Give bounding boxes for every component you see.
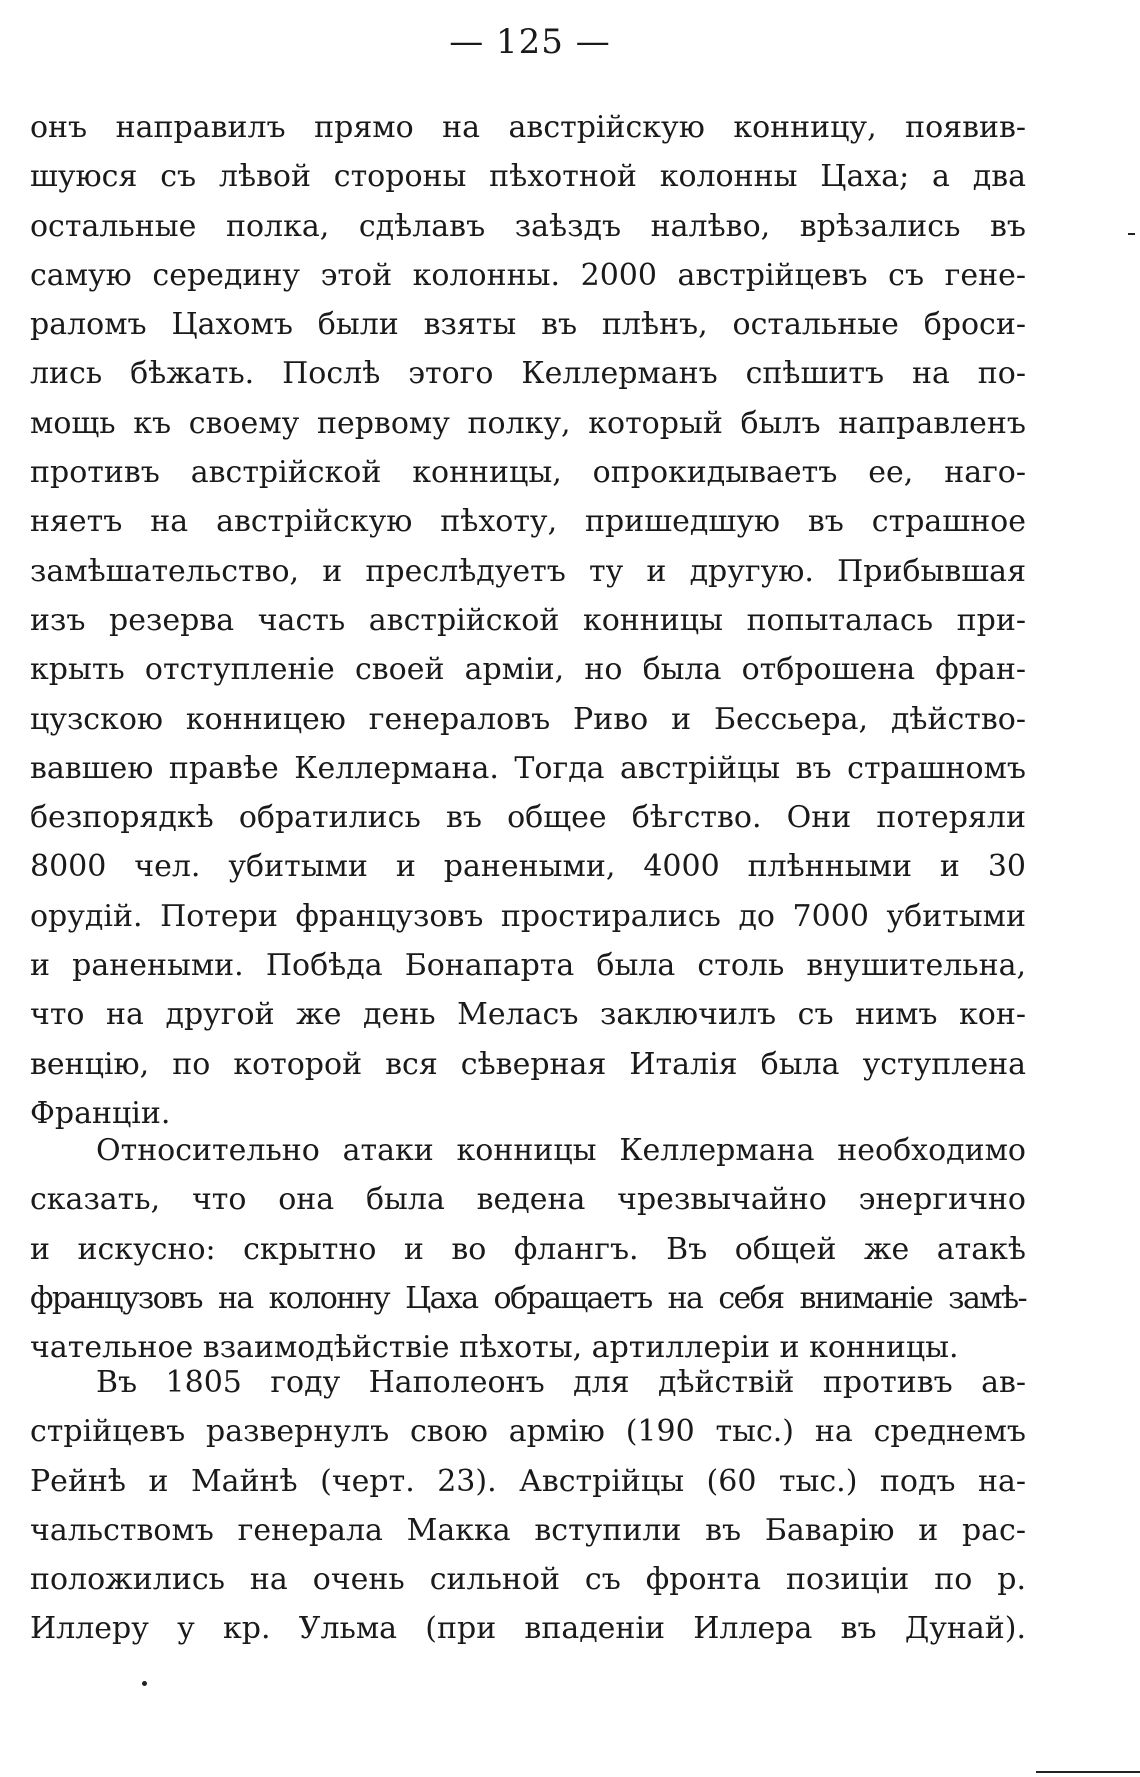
text-line: онъ направилъ прямо на австрійскую конницу, появив-: [30, 110, 1026, 145]
page-number: — 125 —: [449, 22, 611, 62]
paragraph-3: [30, 1358, 1026, 1654]
text-line: лись бѣжать. Послѣ этого Келлерманъ спѣшитъ на по-: [30, 356, 1026, 392]
text-line: замѣшательство, и преслѣдуетъ ту и другую. Прибывшая: [30, 553, 1026, 589]
text-line: мощь къ своему первому полку, который былъ направленъ: [30, 405, 1026, 441]
text-line: Относительно атаки конницы Келлермана необходимо: [96, 1133, 1026, 1168]
text-line: Рейнѣ и Майнѣ (черт. 23). Австрійцы (60 тыс.) подъ на-: [30, 1463, 1026, 1499]
text-line: чальствомъ генерала Макка вступили въ Баварію и рас-: [30, 1512, 1026, 1548]
text-line: Въ 1805 году Наполеонъ для дѣйствій противъ ав-: [96, 1365, 1026, 1400]
text-line: чательное взаимодѣйствіе пѣхоты, артиллеріи и конницы.: [30, 1330, 959, 1366]
text-line: сказать, что она была ведена чрезвычайно энергично: [30, 1182, 1026, 1218]
text-line: изъ резерва часть австрійской конницы попыталась при-: [30, 602, 1026, 638]
scan-edge-line: [1036, 1771, 1140, 1773]
text-line: вавшею правѣе Келлермана. Тогда австрійцы въ страшномъ: [30, 750, 1026, 786]
text-line: и ранеными. Побѣда Бонапарта была столь внушительна,: [30, 948, 1026, 984]
edge-mark: [1128, 233, 1135, 235]
text-line: няетъ на австрійскую пѣхоту, пришедшую въ страшное: [30, 504, 1026, 540]
text-line: стрійцевъ развернулъ свою армію (190 тыс.) на среднемъ: [30, 1414, 1026, 1450]
paragraph-1: [30, 103, 1026, 1138]
text-line: венцію, по которой вся сѣверная Италія была уступлена: [30, 1046, 1026, 1082]
text-line: остальные полка, сдѣлавъ заѣздъ налѣво, врѣзались въ: [30, 208, 1026, 244]
text-line: Иллеру у кр. Ульма (при впаденіи Иллера въ Дунай).: [30, 1611, 1026, 1647]
text-line: крыть отступленіе своей арміи, но была отброшена фран-: [30, 652, 1026, 688]
text-line: Франціи.: [30, 1095, 171, 1131]
text-line: 8000 чел. убитыми и ранеными, 4000 плѣнными и 30: [30, 849, 1026, 885]
text-line: самую середину этой колонны. 2000 австрійцевъ съ гене-: [30, 257, 1026, 293]
text-line: противъ австрійской конницы, опрокидываетъ ее, наго-: [30, 455, 1026, 491]
paragraph-2: [30, 1126, 1026, 1372]
text-line: и искусно: скрытно и во флангъ. Въ общей же атакѣ: [30, 1231, 1026, 1267]
text-line: что на другой же день Меласъ заключилъ съ нимъ кон-: [30, 997, 1026, 1033]
ink-speck: [142, 1681, 147, 1686]
text-line: шуюся съ лѣвой стороны пѣхотной колонны Цаха; а два: [30, 159, 1026, 195]
text-line: французовъ на колонну Цаха обращаетъ на себя вниманіе замѣ-: [30, 1280, 1026, 1316]
text-line: орудій. Потери французовъ простирались до 7000 убитыми: [30, 898, 1026, 934]
text-line: раломъ Цахомъ были взяты въ плѣнъ, остальные броси-: [30, 307, 1026, 343]
text-line: цузскою конницею генераловъ Риво и Бессьера, дѣйство-: [30, 701, 1026, 737]
text-line: безпорядкѣ обратились въ общее бѣгство. Они потеряли: [30, 800, 1026, 836]
text-line: положились на очень сильной съ фронта позиціи по р.: [30, 1562, 1026, 1598]
